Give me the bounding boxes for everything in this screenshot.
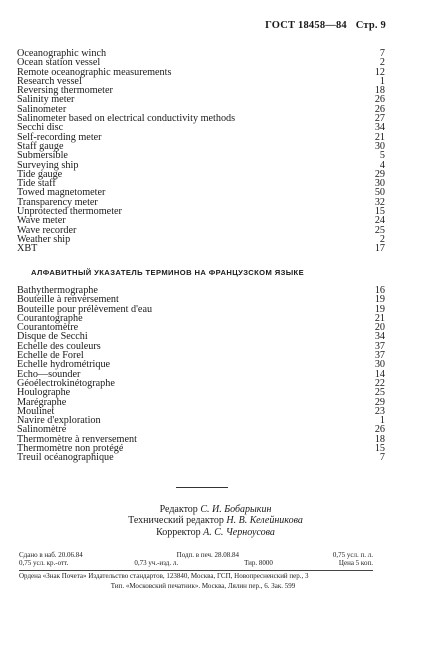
term-label: Houlographe bbox=[17, 387, 71, 399]
term-number: 30 bbox=[374, 140, 385, 152]
term-label: Weather ship bbox=[17, 233, 71, 245]
term-label: Echelle de Forel bbox=[17, 350, 84, 362]
tech-editor-line: Технический редактор Н. В. Келейникова bbox=[128, 515, 303, 527]
term-number: 29 bbox=[374, 168, 385, 180]
term-number: 26 bbox=[374, 94, 385, 106]
term-number: 15 bbox=[374, 443, 385, 455]
term-label: Transparency meter bbox=[17, 196, 98, 208]
term-number: 50 bbox=[374, 187, 385, 199]
term-number: 16 bbox=[374, 285, 385, 296]
term-number: 32 bbox=[374, 196, 385, 208]
term-label: Bouteille à renversement bbox=[17, 294, 119, 306]
term-label: Echo—sounder bbox=[17, 368, 81, 380]
index-entry bbox=[17, 142, 385, 151]
term-number: 23 bbox=[374, 405, 385, 417]
french-index-title: АЛФАВИТНЫЙ УКАЗАТЕЛЬ ТЕРМИНОВ НА ФРАНЦУЗСКОМ ЯЗЫКЕ bbox=[31, 268, 305, 277]
term-label: Salinometer based on electrical conductivity methods bbox=[17, 113, 236, 125]
term-label: Echelle hydrométrique bbox=[17, 359, 111, 371]
index-entry bbox=[17, 170, 385, 179]
term-number: 26 bbox=[374, 424, 385, 436]
term-label: Echelle des couleurs bbox=[17, 340, 101, 352]
index-entry bbox=[17, 207, 385, 216]
term-label: Towed magnetometer bbox=[17, 187, 106, 199]
index-entry bbox=[17, 133, 385, 142]
index-entry bbox=[17, 114, 385, 123]
term-label: Secchi disc bbox=[17, 122, 64, 134]
term-label: Staff gauge bbox=[17, 140, 64, 152]
term-label: Bouteille pour prélèvement d'eau bbox=[17, 303, 153, 315]
proofreader-name: А. С. Черноусова bbox=[203, 526, 275, 538]
printer-line: Тип. «Московский печатник». Москва, Лялин пер., 6. Зак. 599 bbox=[110, 581, 296, 590]
index-entry bbox=[17, 95, 385, 104]
credits-block bbox=[0, 504, 431, 538]
term-label: Wave meter bbox=[17, 215, 66, 227]
term-number: 37 bbox=[374, 350, 385, 362]
term-label: Courantographe bbox=[17, 312, 83, 324]
french-term-index bbox=[17, 286, 385, 463]
term-number: 21 bbox=[374, 131, 385, 143]
term-label: Research vessel bbox=[17, 75, 82, 87]
term-label: Salinity meter bbox=[17, 94, 75, 106]
term-label: Salinomètre bbox=[17, 424, 67, 436]
term-number: 1 bbox=[379, 75, 385, 87]
term-label: Thermomètre non protégé bbox=[17, 443, 124, 455]
imprint-block bbox=[19, 551, 373, 574]
term-number: 20 bbox=[374, 322, 385, 334]
term-number: 24 bbox=[374, 215, 385, 227]
term-label: Navire d'exploration bbox=[17, 415, 101, 427]
term-label: Disque de Secchi bbox=[17, 331, 88, 343]
imprint-rule bbox=[19, 570, 373, 571]
index-entry bbox=[17, 416, 385, 425]
term-label: Salinometer bbox=[17, 103, 67, 115]
editor-line: Редактор С. И. Бобарыкин bbox=[159, 504, 272, 515]
page-number: Стр. 9 bbox=[355, 20, 386, 31]
term-label: Oceanographic winch bbox=[17, 48, 107, 59]
index-entry bbox=[17, 244, 385, 253]
proofreader-line: Корректор А. С. Черноусова bbox=[156, 526, 275, 538]
term-number: 12 bbox=[374, 66, 385, 78]
index-entry bbox=[17, 388, 385, 397]
term-label: Géoélectrokinétographe bbox=[17, 377, 115, 389]
publisher-line: Ордена «Знак Почета» Издательство стандартов, 123840, Москва, ГСП, Новопресненский пер., 3 bbox=[19, 572, 309, 580]
term-number: 2 bbox=[379, 233, 385, 245]
term-number: 25 bbox=[374, 224, 385, 236]
term-number: 27 bbox=[374, 113, 385, 125]
term-number: 18 bbox=[374, 85, 385, 97]
english-term-index bbox=[17, 49, 385, 254]
term-number: 19 bbox=[374, 294, 385, 306]
term-number: 30 bbox=[374, 178, 385, 190]
term-number: 19 bbox=[374, 303, 385, 315]
term-number: 17 bbox=[374, 243, 385, 255]
term-label: Tide staff bbox=[17, 178, 56, 190]
term-label: Submersible bbox=[17, 150, 68, 162]
term-label: Thermomètre à renversement bbox=[17, 433, 137, 445]
term-label: Unprotected thermometer bbox=[17, 206, 122, 218]
editor-name: С. И. Бобарыкин bbox=[200, 504, 272, 515]
term-label: Marégraphe bbox=[17, 396, 67, 408]
term-label: Moulinet bbox=[17, 405, 55, 417]
index-entry bbox=[17, 453, 385, 462]
index-entry bbox=[17, 226, 385, 235]
divider-rule bbox=[176, 487, 228, 488]
index-entry bbox=[17, 235, 385, 244]
imprint-row: Сдано в наб. 20.06.84 Подп. в печ. 28.08.84 0,75 усл. п. л. bbox=[19, 551, 373, 559]
term-label: Tide gauge bbox=[17, 168, 63, 180]
term-number: 25 bbox=[374, 387, 385, 399]
term-label: Reversing thermometer bbox=[17, 85, 113, 97]
term-number: 29 bbox=[374, 396, 385, 408]
term-label: Remote oceanographic measurements bbox=[17, 66, 172, 78]
term-number: 15 bbox=[374, 206, 385, 218]
term-number: 34 bbox=[374, 331, 385, 343]
term-label: XBT bbox=[17, 243, 38, 255]
term-number: 22 bbox=[374, 377, 385, 389]
term-number: 26 bbox=[374, 103, 385, 115]
term-number: 7 bbox=[379, 452, 385, 464]
gost-number: ГОСТ 18458—84 bbox=[265, 20, 347, 31]
term-number: 1 bbox=[379, 415, 385, 427]
term-label: Bathythermographe bbox=[17, 285, 98, 296]
page-header bbox=[265, 20, 386, 31]
imprint-row: 0,75 усл. кр.-отт. 0,73 уч.-изд. л. Тир. 8000 Цена 5 коп. bbox=[19, 559, 373, 568]
term-number: 37 bbox=[374, 340, 385, 352]
index-entry bbox=[17, 379, 385, 388]
term-number: 34 bbox=[374, 122, 385, 134]
term-label: Ocean station vessel bbox=[17, 57, 101, 69]
term-number: 30 bbox=[374, 359, 385, 371]
term-number: 7 bbox=[379, 48, 385, 59]
term-label: Treuil océanographique bbox=[17, 452, 114, 464]
index-entry bbox=[17, 398, 385, 407]
term-label: Surveying ship bbox=[17, 159, 79, 171]
term-number: 21 bbox=[374, 312, 385, 324]
term-number: 5 bbox=[379, 150, 385, 162]
tech-editor-name: Н. В. Келейникова bbox=[226, 515, 303, 527]
term-number: 18 bbox=[374, 433, 385, 445]
term-number: 2 bbox=[379, 57, 385, 69]
term-label: Courantomètre bbox=[17, 322, 79, 334]
term-label: Wave recorder bbox=[17, 224, 77, 236]
index-entry bbox=[17, 161, 385, 170]
publisher-footer bbox=[19, 572, 387, 591]
term-number: 14 bbox=[374, 368, 385, 380]
term-label: Self-recording meter bbox=[17, 131, 102, 143]
term-number: 4 bbox=[379, 159, 385, 171]
